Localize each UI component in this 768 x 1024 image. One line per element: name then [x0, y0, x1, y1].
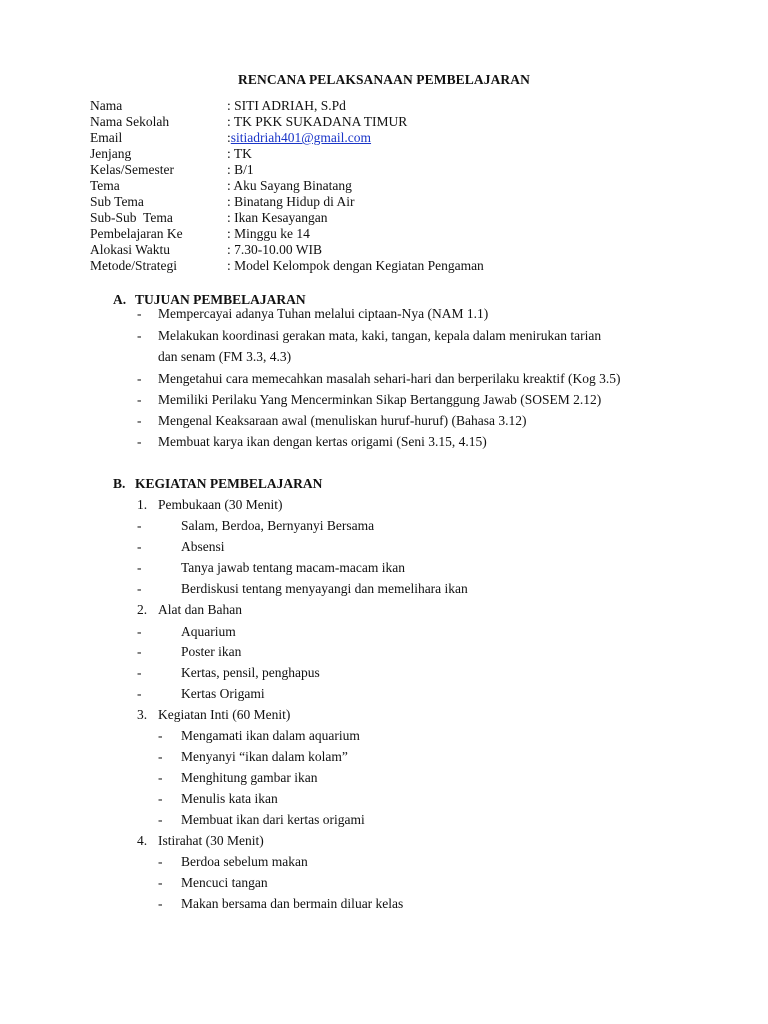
- section-b-heading: [113, 476, 322, 492]
- list-item: Kertas, pensil, penghapus: [181, 665, 320, 680]
- info-row-metode-strategi: [90, 258, 484, 274]
- list-item: Berdoa sebelum makan: [181, 854, 308, 869]
- info-label: Email: [90, 130, 123, 145]
- info-label: Tema: [90, 178, 120, 193]
- section-title: TUJUAN PEMBELAJARAN: [135, 292, 306, 307]
- list-bullet: -: [158, 875, 163, 890]
- info-row-email: [90, 130, 484, 146]
- group-number: 4.: [137, 833, 148, 848]
- list-bullet: -: [137, 665, 142, 680]
- list-item: Melakukan koordinasi gerakan mata, kaki, tangan, kepala dalam menirukan tarian: [158, 328, 602, 343]
- list-bullet: -: [158, 749, 163, 764]
- info-row-kelas-semester: [90, 162, 484, 178]
- group-title: Pembukaan (30 Menit): [158, 497, 283, 512]
- group-title: Alat dan Bahan: [158, 602, 242, 617]
- group-title: Kegiatan Inti (60 Menit): [158, 707, 291, 722]
- info-value: : SITI ADRIAH, S.Pd: [227, 98, 346, 113]
- list-item: Mengamati ikan dalam aquarium: [181, 728, 360, 743]
- list-item: Mempercayai adanya Tuhan melalui ciptaan-Nya (NAM 1.1): [158, 306, 489, 321]
- info-row-sub-tema: [90, 194, 484, 210]
- list-item: Mengenal Keaksaraan awal (menuliskan huruf-huruf) (Bahasa 3.12): [158, 413, 527, 428]
- email-link[interactable]: sitiadriah401@gmail.com: [230, 130, 372, 145]
- list-bullet: -: [158, 791, 163, 806]
- info-value: : B/1: [227, 162, 254, 177]
- info-row-alokasi-waktu: [90, 242, 484, 258]
- info-value-prefix: :: [227, 130, 231, 145]
- info-label: Nama Sekolah: [90, 114, 170, 129]
- info-row-nama: [90, 98, 484, 114]
- info-label: Kelas/Semester: [90, 162, 174, 177]
- info-value: : 7.30-10.00 WIB: [227, 242, 322, 257]
- section-title: KEGIATAN PEMBELAJARAN: [135, 476, 323, 491]
- list-item: Makan bersama dan bermain diluar kelas: [181, 896, 404, 911]
- list-bullet: -: [158, 728, 163, 743]
- group-number: 1.: [137, 497, 148, 512]
- list-item: Mengetahui cara memecahkan masalah sehari-hari dan berperilaku kreaktif (Kog 3.5): [158, 371, 621, 386]
- list-item: Membuat karya ikan dengan kertas origami (Seni 3.15, 4.15): [158, 434, 487, 449]
- list-bullet: -: [137, 581, 142, 596]
- list-bullet: -: [158, 812, 163, 827]
- list-item: Mencuci tangan: [181, 875, 268, 890]
- info-label: Pembelajaran Ke: [90, 226, 183, 241]
- document-title: RENCANA PELAKSANAAN PEMBELAJARAN: [238, 72, 530, 87]
- list-bullet: -: [137, 539, 142, 554]
- group-title: Istirahat (30 Menit): [158, 833, 264, 848]
- info-value: : TK: [227, 146, 252, 161]
- list-bullet: -: [137, 644, 142, 659]
- list-item: Tanya jawab tentang macam-macam ikan: [181, 560, 405, 575]
- list-bullet: -: [137, 434, 142, 449]
- section-letter: A.: [113, 292, 127, 307]
- list-item: Kertas Origami: [181, 686, 265, 701]
- info-row-jenjang: [90, 146, 484, 162]
- list-item-continued: dan senam (FM 3.3, 4.3): [158, 349, 292, 364]
- info-label: Metode/Strategi: [90, 258, 177, 273]
- info-label: Jenjang: [90, 146, 132, 161]
- list-item: Absensi: [181, 539, 225, 554]
- identity-table: [90, 98, 484, 274]
- group-number: 3.: [137, 707, 148, 722]
- info-label: Sub-Sub Tema: [90, 210, 173, 225]
- list-bullet: -: [137, 306, 142, 321]
- list-bullet: -: [137, 371, 142, 386]
- list-item: Menulis kata ikan: [181, 791, 278, 806]
- info-row-tema: [90, 178, 484, 194]
- list-item: Salam, Berdoa, Bernyanyi Bersama: [181, 518, 375, 533]
- list-bullet: -: [137, 518, 142, 533]
- list-bullet: -: [158, 896, 163, 911]
- list-bullet: -: [137, 413, 142, 428]
- info-value: : Binatang Hidup di Air: [227, 194, 355, 209]
- info-row-pembelajaran-ke: [90, 226, 484, 242]
- info-value: : Aku Sayang Binatang: [227, 178, 352, 193]
- list-item: Menyanyi “ikan dalam kolam”: [181, 749, 348, 764]
- list-bullet: -: [158, 770, 163, 785]
- section-letter: B.: [113, 476, 126, 491]
- list-bullet: -: [137, 328, 142, 343]
- info-value: : Minggu ke 14: [227, 226, 310, 241]
- info-label: Sub Tema: [90, 194, 144, 209]
- list-item: Poster ikan: [181, 644, 242, 659]
- info-value: : Model Kelompok dengan Kegiatan Pengaman: [227, 258, 484, 273]
- info-value: : TK PKK SUKADANA TIMUR: [227, 114, 408, 129]
- group-number: 2.: [137, 602, 148, 617]
- list-item: Berdiskusi tentang menyayangi dan memelihara ikan: [181, 581, 468, 596]
- list-item: Memiliki Perilaku Yang Mencerminkan Sikap Bertanggung Jawab (SOSEM 2.12): [158, 392, 602, 407]
- info-row-sub-sub-tema: [90, 210, 484, 226]
- list-item: Menghitung gambar ikan: [181, 770, 318, 785]
- list-bullet: -: [137, 560, 142, 575]
- info-label: Alokasi Waktu: [90, 242, 171, 257]
- list-item: Aquarium: [181, 624, 236, 639]
- list-item: Membuat ikan dari kertas origami: [181, 812, 365, 827]
- list-bullet: -: [137, 392, 142, 407]
- info-value: : Ikan Kesayangan: [227, 210, 328, 225]
- info-row-nama-sekolah: [90, 114, 484, 130]
- info-label: Nama: [90, 98, 123, 113]
- list-bullet: -: [137, 624, 142, 639]
- list-bullet: -: [137, 686, 142, 701]
- list-bullet: -: [158, 854, 163, 869]
